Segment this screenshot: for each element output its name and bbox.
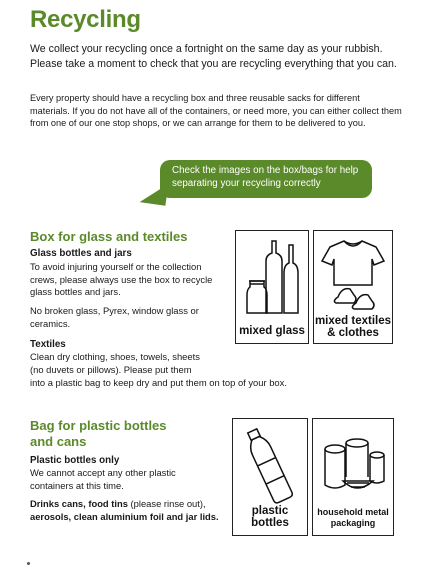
textiles-text-1: Clean dry clothing, shoes, towels, sheets [30, 351, 200, 362]
intro-paragraph-2: Every property should have a recycling box and three reusable sacks for different materials. If you do not have all of the containers, or need more, you can either collect them from one of our one stop shops, or we can arrange for them to be delivered to you. [30, 93, 402, 129]
plastic-bottle-icon [233, 419, 307, 511]
bag-section-heading-line-1: Bag for plastic bottles [30, 418, 167, 433]
mixed-glass-label: mixed glass [239, 325, 305, 337]
glass-bottles-jar-icon [236, 231, 308, 321]
tshirt-shoes-icon [314, 231, 392, 315]
glass-heading: Glass bottles and jars [30, 248, 132, 259]
textiles-text-2: (no duvets or pillows). Please put them [30, 364, 192, 375]
page-dot [27, 562, 30, 565]
plastic-text: We cannot accept any other plastic containers at this time. [30, 467, 176, 491]
glass-note: No broken glass, Pyrex, window glass or ceramics. [30, 305, 199, 329]
speech-bubble: Check the images on the box/bags for help separating your recycling correctly [160, 160, 372, 198]
box-section-heading: Box for glass and textiles [30, 229, 188, 244]
intro-paragraph: We collect your recycling once a fortnight on the same day as your rubbish. Please take a moment to check that you are recycling everything that you can. [30, 43, 397, 70]
mixed-textiles-panel [313, 230, 393, 344]
mixed-textiles-label [314, 315, 392, 339]
household-metal-label-line-1: household metal [317, 507, 389, 517]
household-metal-label [313, 507, 393, 529]
drinks-text [30, 498, 225, 523]
textiles-heading: Textiles [30, 339, 66, 350]
plastic-bottles-panel [232, 418, 308, 536]
glass-text: To avoid injuring yourself or the collection crews, please always use the box to recycle glass bottles and jars. [30, 261, 213, 298]
mixed-textiles-label-line-1: mixed textiles [314, 315, 392, 327]
bag-section-heading-line-2: and cans [30, 434, 87, 449]
household-metal-panel [312, 418, 394, 536]
drinks-bold: Drinks cans, food tins [30, 498, 128, 509]
textiles-text-3: into a plastic bag to keep dry and put them on top of your box. [30, 377, 287, 388]
cans-foil-icon [313, 419, 393, 503]
mixed-glass-panel [235, 230, 309, 344]
household-metal-label-line-2: packaging [330, 518, 376, 528]
page-title: Recycling [30, 6, 141, 33]
mixed-textiles-label-line-2: & clothes [327, 327, 379, 339]
drinks-normal: (please rinse out), [127, 498, 206, 509]
plastic-bottles-label: plastic bottles [251, 505, 289, 529]
drinks-bold-2: aerosols, clean aluminium foil and jar lids. [30, 510, 219, 522]
plastic-heading: Plastic bottles only [30, 455, 120, 466]
